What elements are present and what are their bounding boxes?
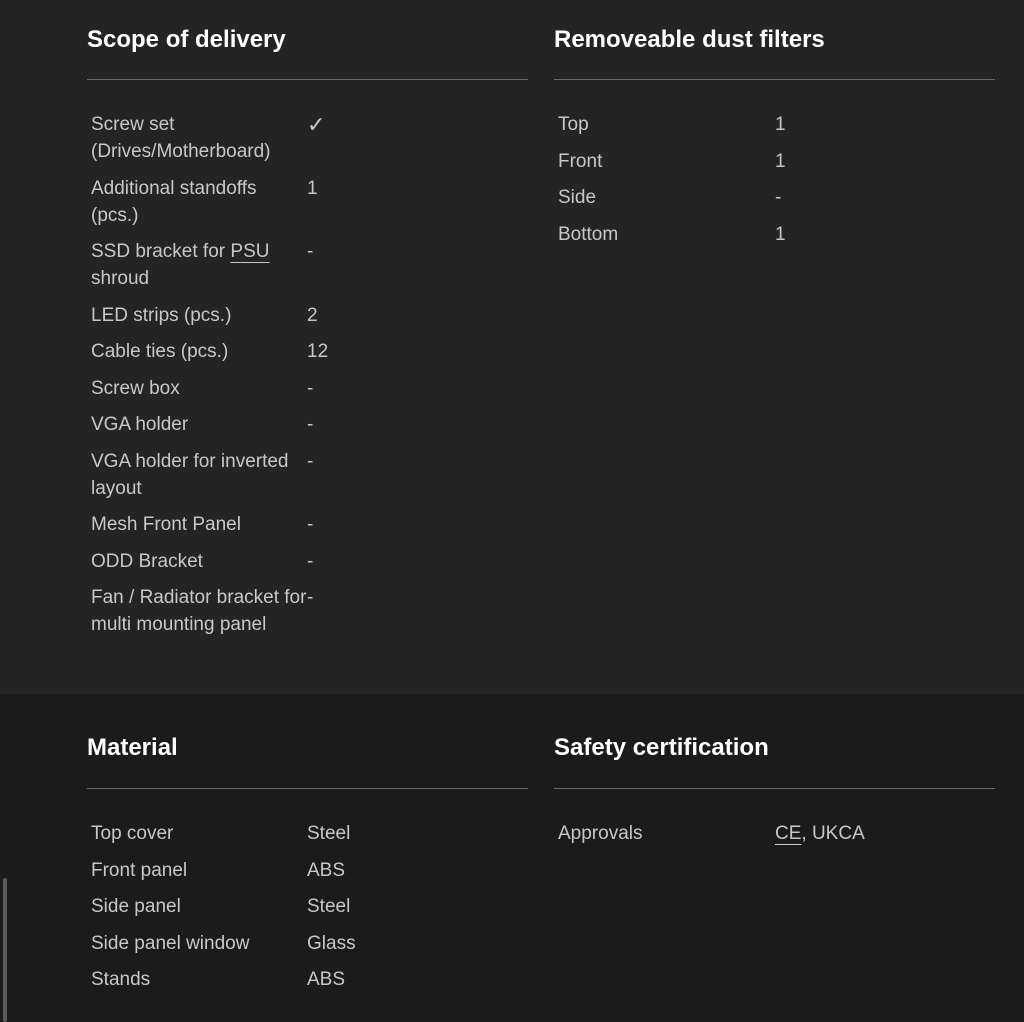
spec-value: - [307,377,314,399]
spec-value: ABS [307,859,346,881]
spec-row-screw-set [91,111,328,165]
scrollbar-thumb[interactable] [3,878,7,1022]
spec-label: Top [558,114,589,135]
spec-section-bottom [0,694,1024,1022]
spec-value: 1 [775,114,786,135]
spec-row-top [558,111,786,138]
spec-label: LED strips (pcs.) [91,304,232,326]
spec-label: Front panel [91,859,188,881]
spec-label: Approvals [558,823,643,844]
safety-rows [558,820,865,857]
spec-row-top-cover [91,820,356,847]
scope-of-delivery-block [87,24,528,684]
spec-value: - [307,414,314,435]
safety-certification-title: Safety certification [554,734,769,761]
spec-row-cable-ties [91,338,328,365]
spec-label: Mesh Front Panel [91,514,241,535]
spec-row-side-panel-window [91,930,356,957]
spec-row-front-panel [91,857,356,884]
spec-label: Side [558,187,597,208]
spec-row-bottom [558,221,786,248]
psu-abbr-link[interactable]: PSU [230,241,270,262]
spec-row-front [558,148,786,175]
spec-label: Screw box [91,377,180,399]
spec-value: - [307,514,314,535]
spec-label: Stands [91,969,151,990]
spec-row-vga-holder [91,411,328,438]
material-title: Material [87,734,178,761]
label-text: SSD bracket for [91,241,231,262]
spec-row-side [558,184,786,211]
spec-value: Steel [307,896,351,917]
spec-value: 1 [775,223,786,245]
spec-row-stands [91,966,356,993]
spec-value: Steel [307,823,351,844]
scope-divider [87,79,528,80]
spec-label: Side panel window [91,932,250,954]
spec-value: ABS [307,969,346,990]
spec-label: Top cover [91,823,174,844]
material-block [87,732,528,1012]
spec-label: Fan / Radiator bracket for multi mounting panel [91,587,307,635]
spec-value: - [307,241,314,262]
spec-value: - [307,450,314,472]
spec-value: Glass [307,932,356,954]
value-text: , UKCA [801,823,865,844]
spec-value: - [307,550,314,572]
label-text: shroud [91,268,150,289]
spec-label: Screw set (Drives/Motherboard) [91,114,271,162]
spec-row-screw-box [91,375,328,402]
safety-divider [554,788,995,789]
dust-filters-title: Removeable dust filters [554,26,825,53]
spec-label: VGA holder for inverted layout [91,450,289,499]
spec-label: Front [558,150,603,172]
spec-row-odd-bracket [91,548,328,575]
check-icon: ✓ [307,112,326,137]
spec-label: Additional standoffs (pcs.) [91,177,257,226]
spec-row-ssd-bracket [91,238,328,292]
spec-value: - [775,187,782,208]
spec-label: ODD Bracket [91,550,203,572]
spec-row-vga-holder-inverted [91,448,328,502]
safety-certification-block [554,732,995,862]
spec-value [775,820,865,847]
spec-value: 2 [307,304,318,326]
spec-value: - [307,587,314,608]
scope-of-delivery-title: Scope of delivery [87,26,286,53]
spec-row-standoffs [91,175,328,229]
spec-value: 1 [775,150,786,172]
ce-abbr-link[interactable]: CE [775,823,802,844]
dust-filters-rows [558,111,786,257]
spec-row-led-strips [91,302,328,329]
spec-label: Cable ties (pcs.) [91,341,229,362]
spec-label: Bottom [558,223,619,245]
scope-rows [91,111,328,648]
spec-value: 12 [307,341,329,362]
dust-filters-block [554,24,995,284]
spec-value: 1 [307,177,318,199]
spec-label [91,238,307,292]
dust-filters-divider [554,79,995,80]
spec-label: Side panel [91,896,181,917]
spec-label: VGA holder [91,414,189,435]
spec-row-approvals [558,820,865,847]
spec-row-fan-radiator-bracket [91,584,328,638]
material-rows [91,820,356,1003]
spec-row-side-panel [91,893,356,920]
material-divider [87,788,528,789]
spec-row-mesh-front-panel [91,511,328,538]
